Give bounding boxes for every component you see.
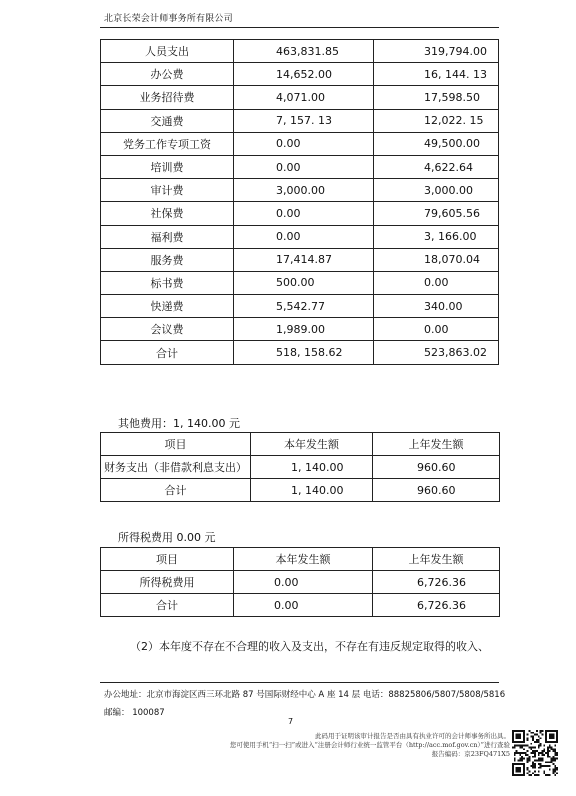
row-current: 518, 158.62 (234, 341, 374, 364)
row-item: 财务支出（非借款利息支出） (101, 456, 251, 479)
header-previous: 上年发生额 (373, 548, 500, 571)
expense-table (100, 39, 499, 365)
table-row (101, 155, 499, 178)
row-item: 业务招待费 (101, 86, 234, 109)
row-current: 0.00 (234, 571, 373, 594)
table-row (101, 179, 499, 202)
row-item: 办公费 (101, 63, 234, 86)
row-previous: 319,794.00 (374, 40, 499, 63)
table-row (101, 109, 499, 132)
table-row (101, 132, 499, 155)
footer-rule (100, 682, 499, 683)
table-header-row (101, 548, 500, 571)
row-item: 快递费 (101, 295, 234, 318)
table-row (101, 456, 500, 479)
other-expenses-table (100, 432, 500, 502)
row-previous: 3,000.00 (374, 179, 499, 202)
verification-code: 报告编码：京23FQ471X5 (431, 750, 510, 758)
row-item: 审计费 (101, 179, 234, 202)
row-item: 标书费 (101, 271, 234, 294)
row-current: 1, 140.00 (251, 479, 373, 502)
row-previous: 12,022. 15 (374, 109, 499, 132)
table-row (101, 295, 499, 318)
header-rule (100, 27, 499, 28)
other-expenses-caption: 其他费用：1, 140.00 元 (118, 417, 240, 430)
row-previous: 960.60 (373, 456, 500, 479)
row-item: 福利费 (101, 225, 234, 248)
row-current: 17,414.87 (234, 248, 374, 271)
table-row (101, 86, 499, 109)
table-row (101, 479, 500, 502)
verification-line: 您可使用手机“扫一扫”或进入“注册会计师行业统一监管平台（http://acc.mof.gov.cn）”进行查验 (229, 741, 510, 749)
row-current: 0.00 (234, 202, 374, 225)
income-tax-table (100, 547, 500, 617)
table-row (101, 248, 499, 271)
footer-postcode: 邮编： 100087 (104, 708, 165, 718)
row-previous: 17,598.50 (374, 86, 499, 109)
row-previous: 0.00 (374, 271, 499, 294)
row-current: 3,000.00 (234, 179, 374, 202)
row-current: 7, 157. 13 (234, 109, 374, 132)
row-item: 合计 (101, 341, 234, 364)
qr-code-icon (512, 730, 558, 776)
row-previous: 49,500.00 (374, 132, 499, 155)
firm-name: 北京长荣会计师事务所有限公司 (104, 14, 233, 24)
header-item: 项目 (101, 548, 234, 571)
row-item: 培训费 (101, 155, 234, 178)
row-previous: 0.00 (374, 318, 499, 341)
table-row (101, 225, 499, 248)
row-previous: 3, 166.00 (374, 225, 499, 248)
row-item: 合计 (101, 594, 234, 617)
header-previous: 上年发生额 (373, 433, 500, 456)
row-current: 1, 140.00 (251, 456, 373, 479)
row-item: 交通费 (101, 109, 234, 132)
table-row (101, 594, 500, 617)
row-previous: 18,070.04 (374, 248, 499, 271)
row-item: 人员支出 (101, 40, 234, 63)
row-previous: 16, 144. 13 (374, 63, 499, 86)
footer-address: 办公地址：北京市海淀区西三环北路 87 号国际财经中心 A 座 14 层 电话：88825806/5807/5808/5816 (104, 690, 506, 700)
table-row (101, 40, 499, 63)
row-item: 党务工作专项工资 (101, 132, 234, 155)
row-current: 500.00 (234, 271, 374, 294)
row-current: 0.00 (234, 594, 373, 617)
income-tax-caption: 所得税费用 0.00 元 (118, 531, 216, 544)
row-previous: 4,622.64 (374, 155, 499, 178)
row-previous: 960.60 (373, 479, 500, 502)
table-row (101, 341, 499, 364)
row-item: 所得税费用 (101, 571, 234, 594)
table-row (101, 571, 500, 594)
table-row (101, 63, 499, 86)
row-current: 4,071.00 (234, 86, 374, 109)
table-header-row (101, 433, 500, 456)
header-current: 本年发生额 (251, 433, 373, 456)
row-previous: 523,863.02 (374, 341, 499, 364)
row-current: 14,652.00 (234, 63, 374, 86)
verification-line: 此码用于证明该审计报告是否由具有执业许可的会计师事务所出具。 (315, 732, 510, 740)
row-item: 社保费 (101, 202, 234, 225)
row-current: 1,989.00 (234, 318, 374, 341)
row-current: 0.00 (234, 225, 374, 248)
row-previous: 6,726.36 (373, 594, 500, 617)
table-row (101, 271, 499, 294)
row-current: 0.00 (234, 132, 374, 155)
row-current: 0.00 (234, 155, 374, 178)
table-row (101, 318, 499, 341)
body-paragraph: （2）本年度不存在不合理的收入及支出，不存在有违反规定取得的收入、 (130, 640, 489, 653)
page-number: 7 (288, 717, 294, 726)
table-row (101, 202, 499, 225)
row-previous: 340.00 (374, 295, 499, 318)
row-previous: 79,605.56 (374, 202, 499, 225)
row-previous: 6,726.36 (373, 571, 500, 594)
verification-note (190, 732, 510, 759)
header-item: 项目 (101, 433, 251, 456)
row-item: 合计 (101, 479, 251, 502)
row-current: 5,542.77 (234, 295, 374, 318)
header-current: 本年发生额 (234, 548, 373, 571)
row-item: 服务费 (101, 248, 234, 271)
row-item: 会议费 (101, 318, 234, 341)
row-current: 463,831.85 (234, 40, 374, 63)
